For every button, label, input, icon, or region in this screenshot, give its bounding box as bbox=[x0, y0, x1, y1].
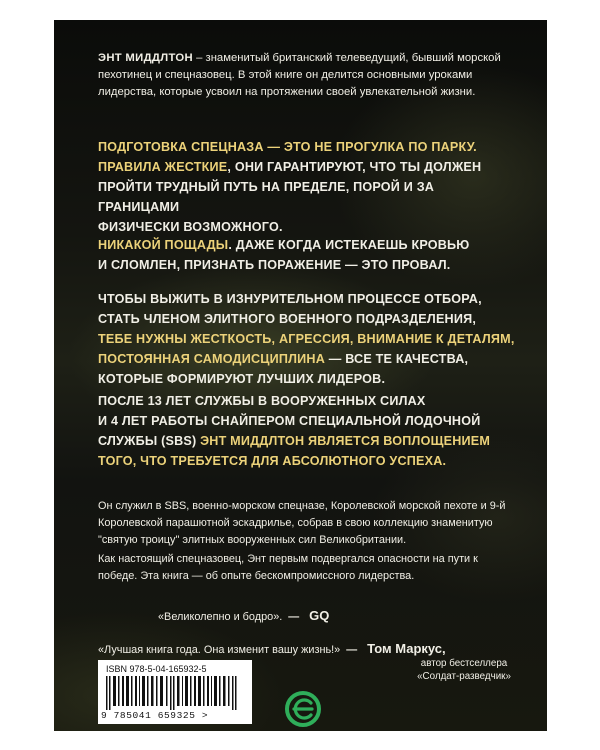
blurb-3-line-5: КОТОРЫЕ ФОРМИРУЮТ ЛУЧШИХ ЛИДЕРОВ. bbox=[98, 372, 386, 386]
blurb-4-line-2: И 4 ЛЕТ РАБОТЫ СНАЙПЕРОМ СПЕЦИАЛЬНОЙ ЛОДОЧНОЙ bbox=[98, 414, 481, 428]
book-back-cover bbox=[54, 20, 547, 731]
blurb-4-highlight: ЭНТ МИДДЛТОН ЯВЛЯЕТСЯ ВОПЛОЩЕНИЕМ bbox=[200, 434, 491, 448]
publisher-e-logo-icon bbox=[285, 691, 321, 727]
quote-gq-dash: — bbox=[288, 611, 300, 623]
review-quote-marcus bbox=[98, 640, 446, 659]
blurb-4-line-4: ТОГО, ЧТО ТРЕБУЕТСЯ ДЛЯ АБСОЛЮТНОГО УСПЕХА. bbox=[98, 454, 447, 468]
quote-marcus-attribution bbox=[409, 657, 519, 683]
blurb-4-line-1: ПОСЛЕ 13 ЛЕТ СЛУЖБЫ В ВООРУЖЕННЫХ СИЛАХ bbox=[98, 394, 426, 408]
blurb-3-line-3: ТЕБЕ НУЖНЫ ЖЕСТКОСТЬ, АГРЕССИЯ, ВНИМАНИЕ К ДЕТАЛЯМ, bbox=[98, 332, 515, 346]
quote-gq-text: «Великолепно и бодро». bbox=[158, 611, 283, 623]
blurb-3-line-4-rest: — ВСЕ ТЕ КАЧЕСТВА, bbox=[325, 352, 469, 366]
blurb-2-line-1-rest: . ДАЖЕ КОГДА ИСТЕКАЕШЬ КРОВЬЮ bbox=[228, 238, 470, 252]
barcode-number: 9 785041 659325 > bbox=[101, 710, 209, 721]
isbn-barcode bbox=[98, 660, 252, 724]
quote-marcus-sub-2: «Солдат-разведчик» bbox=[417, 671, 511, 682]
blurb-1-line-2 bbox=[98, 157, 518, 177]
blurb-1-highlight: ПРАВИЛА ЖЕСТКИЕ bbox=[98, 160, 228, 174]
quote-marcus-dash: — bbox=[346, 644, 358, 656]
blurb-block-4 bbox=[98, 391, 518, 471]
quote-marcus-source: Том Маркус, bbox=[367, 641, 446, 656]
blurb-block-1 bbox=[98, 137, 518, 237]
author-intro bbox=[98, 50, 508, 101]
author-name: ЭНТ МИДДЛТОН bbox=[98, 52, 193, 64]
blurb-block-3 bbox=[98, 289, 518, 389]
blurb-3-line-2: СТАТЬ ЧЛЕНОМ ЭЛИТНОГО ВОЕННОГО ПОДРАЗДЕЛЕНИЯ, bbox=[98, 312, 477, 326]
blurb-3-highlight: ПОСТОЯННАЯ САМОДИСЦИПЛИНА bbox=[98, 352, 326, 366]
isbn-text: ISBN 978-5-04-165932-5 bbox=[106, 664, 207, 674]
blurb-1-line-2-rest: , ОНИ ГАРАНТИРУЮТ, ЧТО ТЫ ДОЛЖЕН bbox=[227, 160, 482, 174]
review-quote-gq bbox=[158, 607, 329, 626]
blurb-1-line-4: ФИЗИЧЕСКИ ВОЗМОЖНОГО. bbox=[98, 220, 283, 234]
blurb-2-line-1 bbox=[98, 235, 518, 255]
blurb-1-line-3: ПРОЙТИ ТРУДНЫЙ ПУТЬ НА ПРЕДЕЛЕ, ПОРОЙ И ЗА ГРАНИЦАМИ bbox=[98, 180, 435, 214]
blurb-4-line-3 bbox=[98, 431, 518, 451]
leadership-paragraph: Как настоящий спецназовец, Энт первым подвергался опасности на пути к победе. Эта книга — об опыте бескомпромиссного лидерства. bbox=[98, 553, 478, 582]
blurb-1-line-1: ПОДГОТОВКА СПЕЦНАЗА — ЭТО НЕ ПРОГУЛКА ПО ПАРКУ. bbox=[98, 140, 477, 154]
blurb-3-line-4 bbox=[98, 349, 518, 369]
quote-marcus-text: «Лучшая книга года. Она изменит вашу жизнь!» bbox=[98, 644, 341, 656]
quote-gq-source: GQ bbox=[309, 608, 330, 623]
barcode-bars-icon bbox=[106, 676, 244, 710]
blurb-3-line-1: ЧТОБЫ ВЫЖИТЬ В ИЗНУРИТЕЛЬНОМ ПРОЦЕССЕ ОТБОРА, bbox=[98, 292, 482, 306]
blurb-2-highlight: НИКАКОЙ ПОЩАДЫ bbox=[98, 238, 229, 252]
blurb-4-line-3-rest: СЛУЖБЫ (SBS) bbox=[98, 434, 201, 448]
blurb-block-2 bbox=[98, 235, 518, 275]
blurb-2-line-2: И СЛОМЛЕН, ПРИЗНАТЬ ПОРАЖЕНИЕ — ЭТО ПРОВАЛ. bbox=[98, 258, 451, 272]
author-intro-text: – знаменитый британский телеведущий, бывший морской пехотинец и спецназовец. В этой книге он делится основными уроками лидерства, которые усвоил на протяжении своей увлекательной жизни. bbox=[98, 52, 501, 98]
service-paragraph: Он служил в SBS, военно-морском спецназе, Королевской морской пехоте и 9-й Королевской парашютной эскадрилье, собрав в свою коллекцию знаменитую "святую троицу" элитных вооруженных сил Великобритании. bbox=[98, 500, 506, 546]
quote-marcus-sub-1: автор бестселлера bbox=[420, 658, 508, 669]
